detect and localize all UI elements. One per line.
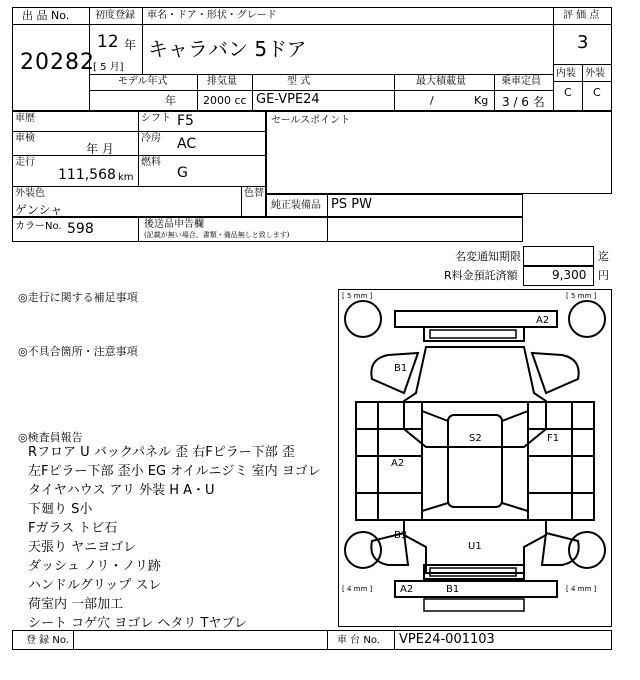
tire-depth-front-left: [ 5 mm ]: [342, 292, 373, 300]
mileage-unit: km: [118, 172, 134, 183]
color-no-label: カラーNo.: [15, 221, 62, 232]
divider: [89, 24, 553, 25]
report-line: 荷室内 一部加工: [28, 597, 124, 612]
recycle-label: R料金預託済額: [444, 269, 518, 282]
name-change-label: 名変通知期限: [455, 250, 521, 263]
mark-right-side: F1: [547, 433, 560, 444]
model-year-unit: 年: [165, 94, 176, 107]
divider: [12, 186, 266, 187]
inspection-label: 車検: [15, 133, 35, 144]
shift-value: F5: [177, 113, 194, 129]
first-reg-year-unit: 年: [124, 38, 137, 52]
recycle-unit: 円: [598, 269, 609, 282]
mark-roof: S2: [469, 433, 482, 444]
history-label: 車歴: [15, 113, 35, 124]
mark-rear-bumper-b: B1: [446, 584, 460, 595]
report-line: ダッシュ ノリ・ノリ跡: [28, 559, 161, 574]
exterior-color-label: 外装色: [15, 188, 45, 199]
divider: [12, 131, 266, 132]
inspection-value: 年 月: [86, 142, 114, 156]
rear-right-wheel: [569, 532, 605, 568]
divider: [89, 90, 553, 91]
score-label: 評 価 点: [563, 10, 600, 21]
color-no-value: 598: [67, 221, 94, 237]
exterior-color-value: ゲンシャ: [15, 203, 63, 217]
divider: [197, 74, 198, 111]
divider: [327, 194, 328, 217]
report-line: 天張り ヤニヨゴレ: [28, 540, 137, 555]
front-plate: [424, 327, 524, 341]
divider: [138, 217, 139, 242]
ac-value: AC: [177, 136, 197, 152]
report-line: タイヤハウス アリ 外装 H A・U: [28, 483, 215, 498]
tire-depth-rear-left: [ 4 mm ]: [342, 585, 373, 593]
inspector-report-lines: [28, 443, 328, 633]
tire-depth-rear-right: [ 4 mm ]: [566, 585, 597, 593]
vehicle-name: キャラバン 5ドア: [148, 37, 307, 61]
vehicle-label: 車名・ドア・形状・グレード: [147, 10, 277, 21]
first-reg-label: 初度登録: [95, 10, 135, 21]
type-label: 型 式: [287, 76, 311, 87]
recycle-value: 9,300: [552, 268, 587, 282]
vehicle-damage-diagram: [338, 289, 612, 627]
divider: [582, 64, 583, 111]
mark-rear-bumper-a: A2: [400, 584, 414, 595]
model-year-label: モデル年式: [118, 76, 168, 87]
color-change-label: 色替: [244, 188, 264, 199]
front-bumper: [395, 311, 557, 327]
displacement-label: 排気量: [207, 76, 237, 87]
mileage-label: 走行: [15, 157, 35, 168]
report-line: 下廻り S小: [28, 502, 93, 517]
front-body: [404, 347, 546, 447]
first-reg-month: [ 5 月]: [93, 62, 124, 73]
inspector-report-label: ◎検査員報告: [18, 431, 83, 444]
divider: [553, 7, 554, 111]
first-reg-year: 12: [97, 32, 119, 52]
divider: [394, 74, 395, 111]
mark-left-rear: B3: [394, 530, 408, 541]
defects-label: ◎不具合箇所・注意事項: [18, 345, 138, 358]
after-docs-label: 後送品申告欄: [144, 219, 204, 230]
roof-panel: [448, 415, 502, 507]
front-left-wheel: [345, 301, 381, 337]
divider: [138, 111, 139, 186]
fuel-label: 燃料: [141, 157, 161, 168]
divider: [12, 155, 266, 156]
report-line: 左Fピラー下部 歪小 EG オイルニジミ 室内 ヨゴレ: [28, 464, 321, 479]
rear-bumper: [395, 581, 557, 597]
divider: [553, 24, 612, 25]
mark-left-front-fender: B1: [394, 363, 408, 374]
name-change-unit: 迄: [598, 250, 609, 263]
registration-label: 登 録 No.: [26, 635, 69, 646]
exterior-label: 外装: [585, 68, 605, 79]
lot-number: 20282: [20, 50, 95, 75]
type-value: GE-VPE24: [256, 92, 320, 107]
divider: [553, 64, 612, 65]
divider: [252, 74, 253, 111]
exterior-grade: C: [593, 86, 601, 99]
divider: [241, 186, 242, 217]
report-line: シート コゲ穴 ヨゴレ ヘタリ Tヤブレ: [28, 616, 247, 631]
after-docs-note: (記載が無い場合、書類・備品無しと致します): [144, 231, 290, 239]
footer-frame: [12, 630, 612, 650]
interior-grade: C: [564, 86, 572, 99]
divider: [394, 630, 395, 650]
report-line: Fガラス トビ石: [28, 521, 118, 536]
score-value: 3: [577, 32, 589, 53]
mark-front-bumper: A2: [536, 315, 550, 326]
chassis-label: 車 台 No.: [337, 635, 380, 646]
report-line: ハンドルグリップ スレ: [28, 578, 162, 593]
divider: [73, 630, 74, 650]
sales-point-label: セールスポイント: [271, 115, 351, 126]
divider: [89, 74, 553, 75]
divider: [553, 81, 612, 82]
shift-label: シフト: [141, 113, 171, 124]
front-right-wheel: [569, 301, 605, 337]
mark-rear-floor: U1: [468, 541, 482, 552]
capacity-value: 3 / 6 名: [502, 95, 545, 109]
chassis-value: VPE24-001103: [399, 632, 495, 647]
capacity-label: 乗車定員: [501, 76, 541, 87]
divider: [142, 7, 143, 74]
equipment-label: 純正装備品: [271, 200, 321, 211]
divider: [494, 74, 495, 111]
fuel-value: G: [177, 165, 188, 181]
name-change-box: [523, 246, 594, 266]
right-front-fender: [532, 353, 579, 393]
divider: [327, 630, 328, 650]
report-line: Rフロア U バックパネル 歪 右Fピラー下部 歪: [28, 445, 295, 460]
ac-label: 冷房: [141, 133, 161, 144]
load-label: 最大積載量: [416, 76, 466, 87]
lot-label: 出 品 No.: [22, 9, 70, 22]
interior-label: 内装: [556, 68, 576, 79]
equipment-value: PS PW: [331, 197, 372, 212]
driving-remarks-label: ◎走行に関する補足事項: [18, 291, 138, 304]
tire-depth-front-right: [ 5 mm ]: [566, 292, 597, 300]
divider: [12, 24, 89, 25]
mileage-value: 111,568: [58, 167, 116, 183]
load-unit: Kg: [474, 94, 489, 107]
load-value: /: [430, 94, 434, 107]
divider: [327, 217, 328, 242]
rear-left-wheel: [345, 532, 381, 568]
mark-left-side: A2: [391, 458, 405, 469]
displacement-value: 2000 cc: [203, 94, 247, 107]
